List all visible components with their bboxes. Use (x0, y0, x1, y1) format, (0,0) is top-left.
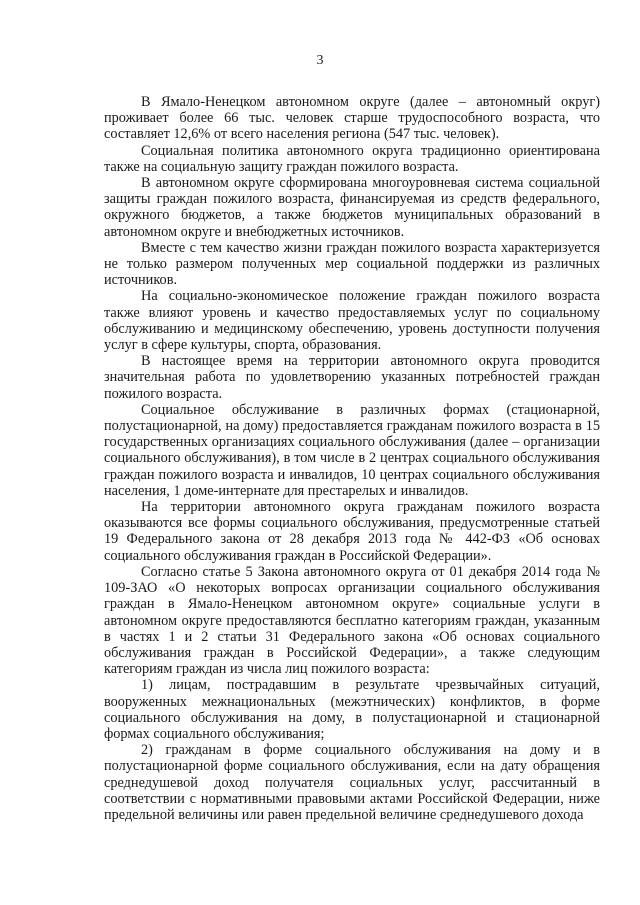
document-body (104, 94, 600, 823)
paragraph: В Ямало-Ненецком автономном округе (далее – автономный округ) проживает более 66 тыс. человек старше трудоспособного возраста, что составляет 12,6% от всего населения региона (547 тыс. человек). (104, 94, 600, 143)
paragraph: 1) лицам, пострадавшим в результате чрезвычайных ситуаций, вооруженных межнациональных (межэтнических) конфликтов, в форме социального обслуживания на дому, в полустационарной и стационарной формах социального обслуживания; (104, 677, 600, 742)
page-number: 3 (316, 53, 324, 68)
paragraph: В настоящее время на территории автономного округа проводится значительная работа по удовлетворению указанных потребностей граждан пожилого возраста. (104, 353, 600, 402)
paragraph: Социальное обслуживание в различных формах (стационарной, полустационарной, на дому) предоставляется гражданам пожилого возраста в 15 государственных организациях социального обслуживания (далее – организации социального обслуживания), в том числе в 2 центрах социального обслуживания граждан пожилого возраста и инвалидов, 10 центрах социального обслуживания населения, 1 доме-интернате для престарелых и инвалидов. (104, 401, 600, 499)
paragraph: На территории автономного округа гражданам пожилого возраста оказываются все формы социального обслуживания, предусмотренные статьей 19 Федерального закона от 28 декабря 2013 года № 442-ФЗ «Об основах социального обслуживания граждан в Российской Федерации». (104, 499, 600, 564)
paragraph: Согласно статье 5 Закона автономного округа от 01 декабря 2014 года № 109-ЗАО «О некоторых вопросах организации социального обслуживания граждан в Ямало-Ненецком автономном округе» социальные услуги в автономном округе предоставляются бесплатно категориям граждан, указанным в частях 1 и 2 статьи 31 Федерального закона «Об основах социального обслуживания граждан в Российской Федерации», а также следующим категориям граждан из числа лиц пожилого возраста: (104, 563, 600, 678)
paragraph: 2) гражданам в форме социального обслуживания на дому и в полустационарной форме социального обслуживания, если на дату обращения среднедушевой доход получателя социальных услуг, рассчитанный в соответствии с нормативными правовыми актами Российской Федерации, ниже предельной величины или равен предельной величине среднедушевого дохода (104, 742, 600, 823)
paragraph: Вместе с тем качество жизни граждан пожилого возраста характеризуется не только размером полученных мер социальной поддержки из различных источников. (104, 239, 600, 289)
paragraph: На социально-экономическое положение граждан пожилого возраста также влияют уровень и качество предоставляемых услуг по социальному обслуживанию и медицинскому обеспечению, уровень доступности получения услуг в сфере культуры, спорта, образования. (104, 288, 600, 354)
paragraph: В автономном округе сформирована многоуровневая система социальной защиты граждан пожилого возраста, финансируемая из средств федерального, окружного бюджетов, а также бюджетов муниципальных образований в автономном округе и внебюджетных источников. (104, 175, 600, 240)
paragraph: Социальная политика автономного округа традиционно ориентирована также на социальную защиту граждан пожилого возраста. (104, 142, 600, 175)
